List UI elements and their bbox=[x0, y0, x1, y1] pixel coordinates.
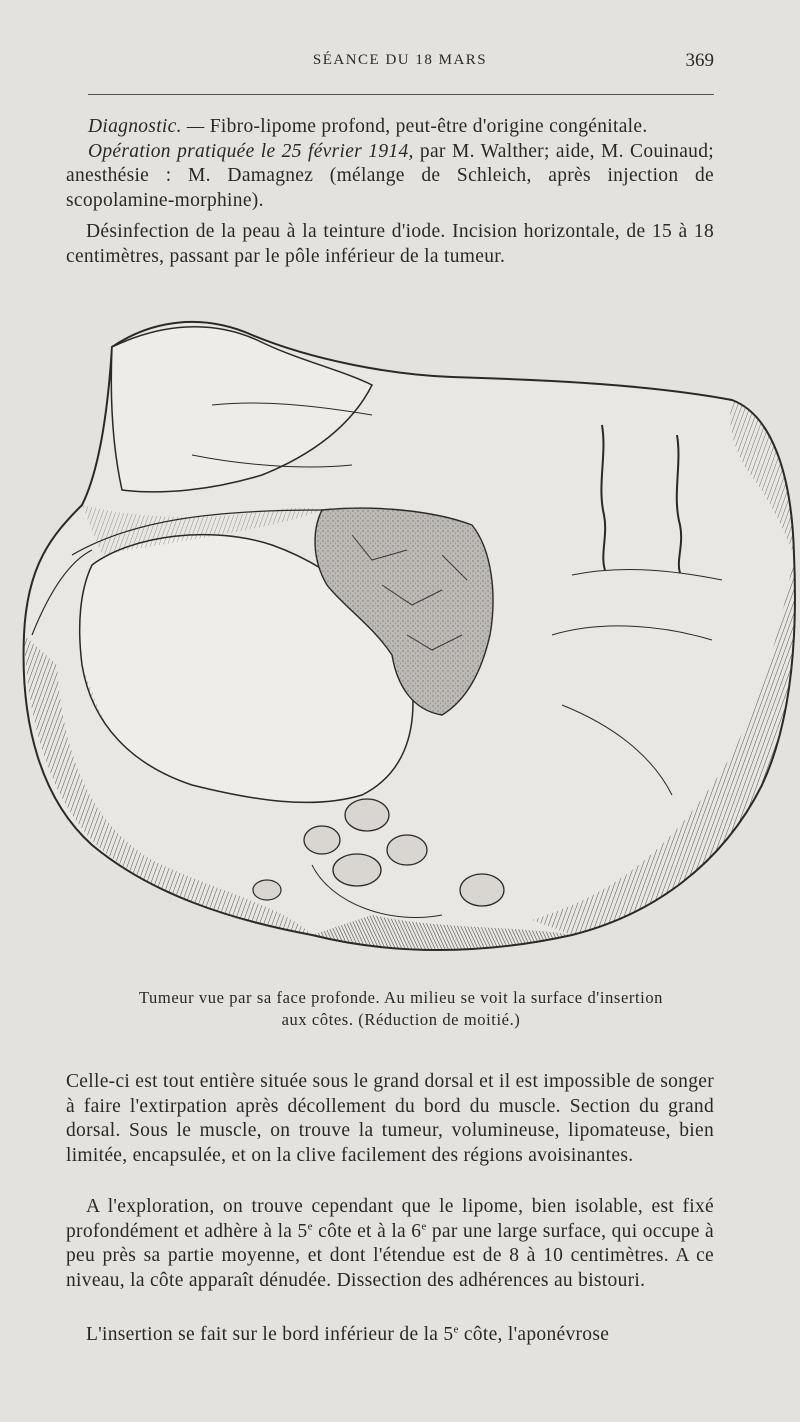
caption-line-2: aux côtes. (Réduction de moitié.) bbox=[281, 1010, 521, 1029]
paragraph-location: Celle-ci est tout entière située sous le grand dorsal et il est impossible de songer à faire l'extirpation après décollement du bord du muscle. Section du grand dorsal. Sous le muscle, on trouve la tumeur, volumineuse, lipomateuse, bien limitée, encapsulée, et on la clive facilement des régions avoisinantes. bbox=[66, 1071, 714, 1166]
superscript-e: e bbox=[453, 1323, 459, 1336]
operation-text: par M. Walther; aide, M. Couinaud; anesthésie : M. Damagnez (mélange de Schleich, après injection de scopolamine-morphine). bbox=[66, 140, 714, 211]
exploration-text-a: A l'exploration, on trouve cependant que le lipome, bien isolable, est fixé profondément et adhère à la 5 bbox=[66, 1196, 714, 1242]
exploration-text-b: côte et à la 6 bbox=[312, 1220, 422, 1242]
insertion-text-b: côte, l'aponévrose bbox=[458, 1324, 610, 1345]
header-rule bbox=[88, 94, 714, 95]
exploration-text-c: par une large surface, qui occupe à peu près sa partie moyenne, et dont l'étendue est de 8 à 10 centimètres. A ce niveau, la côte apparaît dénudée. Dissection des adhérences au bistouri. bbox=[66, 1220, 714, 1291]
caption-line-1: Tumeur vue par sa face profonde. Au milieu se voit la surface d'insertion bbox=[138, 988, 664, 1007]
figure-caption bbox=[66, 987, 736, 1031]
paragraph-insertion bbox=[66, 1323, 714, 1348]
running-head bbox=[0, 50, 800, 80]
paragraph-diagnostic bbox=[66, 115, 714, 213]
operation-label: Opération pratiquée le 25 février 1914, bbox=[88, 140, 414, 162]
tumor-illustration bbox=[12, 305, 800, 975]
running-head-title: SÉANCE DU 18 MARS bbox=[312, 52, 488, 68]
paragraph-exploration bbox=[66, 1195, 714, 1293]
diagnostic-label: Diagnostic. — bbox=[88, 116, 205, 137]
superscript-e: e bbox=[307, 1220, 313, 1232]
paragraph-disinfection: Désinfection de la peau à la teinture d'iode. Incision horizontale, de 15 à 18 centimètres, passant par le pôle inférieur de la tumeur. bbox=[66, 221, 714, 267]
diagnostic-text: Fibro-lipome profond, peut-être d'origine congénitale. bbox=[204, 116, 648, 137]
insertion-text-a: L'insertion se fait sur le bord inférieur de la 5 bbox=[86, 1324, 454, 1345]
page-number: 369 bbox=[685, 50, 714, 71]
superscript-e: e bbox=[421, 1220, 427, 1232]
